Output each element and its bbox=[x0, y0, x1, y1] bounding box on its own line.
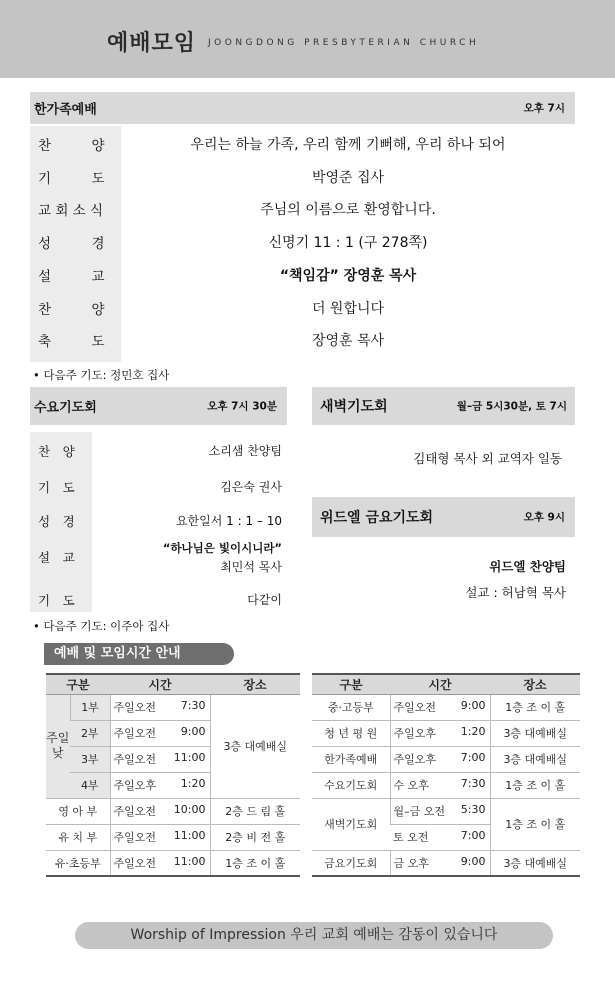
day-label: 주일오후 bbox=[393, 727, 437, 740]
place-label: 3층 대예배실 bbox=[503, 727, 568, 740]
wednesday-time: 오후 7시 30분 bbox=[207, 400, 277, 413]
category-label: 한가족예배 bbox=[324, 753, 378, 766]
dawn-leader: 김태형 목사 외 교역자 일동 bbox=[413, 451, 562, 466]
footer-banner: Worship of Impression 우리 교회 예배는 감동이 있습니다 bbox=[75, 922, 553, 949]
time-cell bbox=[390, 798, 490, 824]
family-worship-title: 한가족예배 bbox=[34, 102, 97, 118]
day-label: 주일오후 bbox=[393, 753, 437, 766]
place-label: 1층 조 이 홀 bbox=[505, 818, 566, 831]
order-label: 기 도 bbox=[38, 170, 105, 187]
category-cell bbox=[312, 720, 390, 746]
category-cell bbox=[312, 694, 390, 720]
time-cell bbox=[390, 720, 490, 746]
order-value: 소리샘 찬양팀 bbox=[208, 444, 282, 458]
order-label: 찬 양 bbox=[38, 444, 75, 459]
time-value: 11:00 bbox=[173, 854, 206, 868]
category-cell bbox=[312, 850, 390, 876]
table-row bbox=[46, 694, 300, 720]
day-label: 주일오전 bbox=[113, 856, 157, 870]
day-label: 주일오전 bbox=[113, 701, 157, 714]
day-label: 월–금 오전 bbox=[393, 805, 446, 818]
sermon-title: “하나님은 빛이시니라” bbox=[162, 541, 282, 555]
dawn-time: 월–금 5시30분, 토 7시 bbox=[456, 400, 567, 413]
family-worship-header bbox=[30, 92, 575, 124]
place-cell bbox=[210, 798, 300, 824]
friday-preacher: 설교 : 허남혁 목사 bbox=[465, 585, 566, 600]
table-row bbox=[312, 798, 580, 824]
place-cell bbox=[490, 850, 580, 876]
place-label: 3층 대예배실 bbox=[503, 856, 568, 870]
friday-title: 위드엘 금요기도회 bbox=[320, 510, 434, 526]
family-worship-time: 오후 7시 bbox=[523, 102, 565, 115]
category-cell bbox=[312, 798, 390, 850]
place-label: 1층 조 이 홀 bbox=[505, 779, 566, 792]
order-label: 설 교 bbox=[38, 268, 105, 285]
category-cell bbox=[312, 772, 390, 798]
order-label: 기 도 bbox=[38, 480, 75, 495]
order-label: 교 회 소 식 bbox=[38, 203, 104, 220]
time-cell bbox=[390, 824, 490, 850]
page-title: 예배모임 bbox=[107, 31, 197, 56]
order-value: 신명기 11 : 1 (구 278쪽) bbox=[268, 235, 428, 252]
day-label: 주일오전 bbox=[113, 753, 157, 766]
time-cell bbox=[390, 850, 490, 876]
place-cell bbox=[490, 720, 580, 746]
time-cell bbox=[110, 824, 210, 850]
table-row bbox=[46, 798, 300, 824]
friday-header bbox=[312, 497, 575, 537]
time-value: 11:00 bbox=[173, 829, 206, 842]
place-label: 1층 조 이 홀 bbox=[505, 701, 566, 714]
day-label: 주일오후 bbox=[113, 779, 157, 792]
time-value: 1:20 bbox=[180, 777, 206, 790]
column-header-time: 시간 bbox=[110, 674, 210, 694]
time-value: 7:00 bbox=[460, 751, 486, 764]
order-label: 성 경 bbox=[38, 236, 105, 253]
time-cell bbox=[390, 772, 490, 798]
column-header-category: 구분 bbox=[46, 674, 110, 694]
order-value: 주님의 이름으로 환영합니다. bbox=[260, 202, 436, 219]
category-label: 유 치 부 bbox=[58, 831, 98, 844]
table-row bbox=[312, 694, 580, 720]
place-cell bbox=[490, 694, 580, 720]
time-value: 7:30 bbox=[180, 699, 206, 712]
time-value: 9:00 bbox=[180, 725, 206, 738]
church-name: JOONGDONG PRESBYTERIAN CHURCH bbox=[208, 38, 480, 48]
place-cell bbox=[490, 746, 580, 772]
schedule-title: 예배 및 모임시간 안내 bbox=[44, 643, 234, 665]
place-label: 2층 비 전 홀 bbox=[225, 831, 286, 844]
time-value: 5:30 bbox=[460, 803, 486, 816]
order-value: 다같이 bbox=[247, 593, 282, 607]
order-value: 김은숙 권사 bbox=[220, 480, 282, 494]
place-cell bbox=[490, 798, 580, 850]
column-header-time: 시간 bbox=[390, 674, 490, 694]
order-value: 최민석 목사 bbox=[220, 560, 282, 574]
table-row bbox=[312, 746, 580, 772]
time-cell bbox=[110, 850, 210, 876]
order-value: 장영훈 목사 bbox=[311, 333, 385, 350]
wednesday-title: 수요기도회 bbox=[34, 400, 97, 416]
part-cell bbox=[70, 746, 110, 772]
table-row bbox=[46, 824, 300, 850]
order-value: 요한일서 1 : 1 – 10 bbox=[175, 514, 282, 528]
category-cell bbox=[312, 746, 390, 772]
table-row bbox=[312, 772, 580, 798]
order-value: 박영준 집사 bbox=[311, 169, 385, 186]
order-label: 성 경 bbox=[38, 514, 75, 529]
part-label: 3부 bbox=[80, 753, 99, 766]
order-label: 축 도 bbox=[38, 334, 105, 351]
column-header-category: 구분 bbox=[312, 674, 390, 694]
day-label: 주일오전 bbox=[113, 831, 157, 844]
category-label: 금요기도회 bbox=[324, 856, 378, 870]
time-cell bbox=[110, 772, 210, 798]
category-label: 영 아 부 bbox=[58, 805, 98, 818]
time-value: 7:30 bbox=[460, 777, 486, 790]
part-cell bbox=[70, 720, 110, 746]
time-value: 10:00 bbox=[173, 803, 206, 816]
place-label: 2층 드 림 홀 bbox=[225, 805, 286, 818]
category-cell bbox=[46, 798, 110, 824]
time-value: 9:00 bbox=[460, 854, 486, 868]
order-value: 더 원합니다 bbox=[311, 300, 385, 317]
category-label: 유·초등부 bbox=[54, 856, 101, 870]
category-label: 청 년 평 원 bbox=[324, 727, 378, 740]
day-label: 금 오후 bbox=[393, 856, 429, 870]
order-label: 설 교 bbox=[38, 550, 75, 565]
friday-team: 위드엘 찬양팀 bbox=[489, 559, 566, 574]
schedule-table-left bbox=[46, 673, 300, 877]
part-cell bbox=[70, 694, 110, 720]
time-cell bbox=[390, 746, 490, 772]
table-row bbox=[46, 850, 300, 876]
category-cell bbox=[46, 850, 110, 876]
category-cell bbox=[46, 824, 110, 850]
page-header bbox=[0, 0, 615, 78]
column-header-place: 장소 bbox=[490, 674, 580, 694]
order-label: 찬 양 bbox=[38, 138, 105, 154]
friday-time: 오후 9시 bbox=[523, 511, 565, 524]
place-cell bbox=[210, 850, 300, 876]
time-cell bbox=[110, 798, 210, 824]
order-value: “책임감” 장영훈 목사 bbox=[279, 267, 417, 284]
part-label: 4부 bbox=[80, 779, 99, 792]
place-cell bbox=[490, 772, 580, 798]
wednesday-header bbox=[30, 387, 287, 425]
time-cell bbox=[110, 720, 210, 746]
part-label: 1부 bbox=[81, 701, 99, 714]
wednesday-next-prayer: • 다음주 기도: 이주아 집사 bbox=[33, 619, 170, 633]
table-row bbox=[312, 720, 580, 746]
place-cell bbox=[210, 824, 300, 850]
place-cell bbox=[210, 694, 300, 798]
family-next-prayer: • 다음주 기도: 정민호 집사 bbox=[33, 368, 170, 382]
time-cell bbox=[390, 694, 490, 720]
order-value: 우리는 하늘 가족, 우리 함께 기뻐해, 우리 하나 되어 bbox=[190, 137, 506, 153]
day-label: 주일오전 bbox=[113, 805, 157, 818]
order-label: 찬 양 bbox=[38, 301, 105, 318]
place-label: 3층 대예배실 bbox=[223, 740, 288, 753]
sunday-label-text: 주일낮 bbox=[46, 731, 70, 760]
schedule-table-right bbox=[312, 673, 580, 877]
place-label: 1층 조 이 홀 bbox=[225, 856, 286, 870]
time-cell bbox=[110, 694, 210, 720]
part-label: 2부 bbox=[80, 727, 99, 740]
dawn-title: 새벽기도회 bbox=[320, 399, 388, 415]
day-label: 수 오후 bbox=[393, 779, 429, 792]
table-row bbox=[312, 850, 580, 876]
category-label: 중·고등부 bbox=[327, 701, 374, 714]
time-cell bbox=[110, 746, 210, 772]
place-label: 3층 대예배실 bbox=[503, 753, 568, 766]
category-label: 수요기도회 bbox=[324, 779, 378, 792]
sunday-label bbox=[46, 694, 70, 798]
day-label: 토 오전 bbox=[393, 831, 429, 844]
time-value: 9:00 bbox=[460, 699, 486, 712]
dawn-header bbox=[312, 387, 575, 425]
order-label: 기 도 bbox=[38, 593, 75, 608]
part-cell bbox=[70, 772, 110, 798]
time-value: 1:20 bbox=[460, 725, 486, 738]
column-header-place: 장소 bbox=[210, 674, 300, 694]
time-value: 11:00 bbox=[173, 751, 206, 764]
category-label: 새벽기도회 bbox=[324, 818, 378, 831]
day-label: 주일오전 bbox=[113, 727, 157, 740]
day-label: 주일오전 bbox=[393, 701, 437, 714]
time-value: 7:00 bbox=[460, 829, 486, 842]
